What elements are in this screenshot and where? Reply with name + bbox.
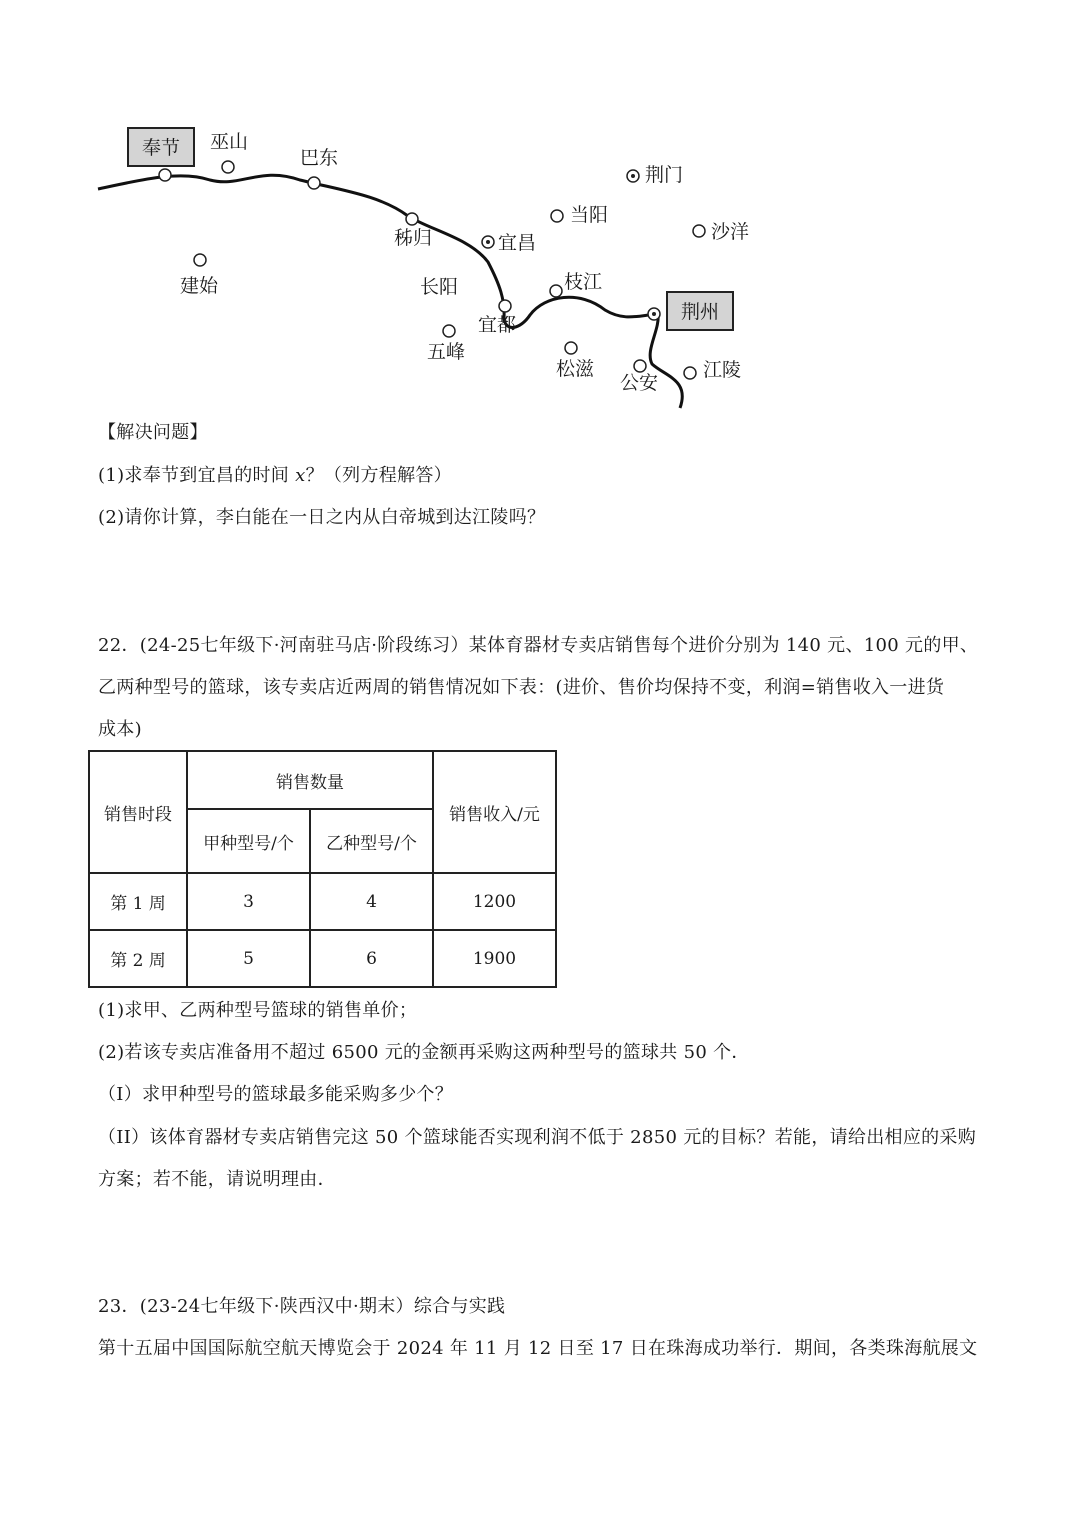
q22-stem-line3: 成本) (98, 719, 142, 740)
header-type-a: 甲种型号/个 (187, 809, 310, 873)
q23-text-line1: 第十五届中国国际航空航天博览会于 2024 年 11 月 12 日至 17 日在珠海成功举行．期间，各类珠海航展文 (98, 1338, 978, 1359)
q21-part1-text-a: (1)求奉节到宜昌的时间 (98, 465, 296, 486)
gongan-label: 公安 (620, 372, 659, 394)
jingmen-label: 荆门 (645, 164, 684, 186)
row2-revenue: 1900 (433, 930, 556, 987)
zhijiang-label: 枝江 (564, 271, 603, 293)
jiangling-marker (684, 367, 696, 379)
header-revenue: 销售收入/元 (433, 751, 556, 873)
q22-part2-ii-line1: （II）该体育器材专卖店销售完这 50 个篮球能否实现利润不低于 2850 元的目标？若能，请给出相应的采购 (98, 1127, 977, 1148)
q21-section-header: 【解决问题】 (98, 422, 208, 443)
gongan-marker (634, 360, 646, 372)
row2-type-a: 5 (187, 930, 310, 987)
q21-part2: (2)请你计算，李白能在一日之内从白帝城到达江陵吗？ (98, 507, 546, 528)
yichang-marker-dot (486, 240, 490, 244)
jingzhou-marker-dot (652, 312, 656, 316)
zhijiang-marker (550, 285, 562, 297)
wushan-marker (222, 161, 234, 173)
yidu-label: 宜都 (478, 314, 517, 336)
changyang-label: 长阳 (420, 276, 459, 298)
row1-period: 第 1 周 (89, 873, 187, 930)
zigui-label: 秭归 (394, 227, 433, 249)
yidu-marker (499, 300, 511, 312)
row2-period: 第 2 周 (89, 930, 187, 987)
songzi-label: 松滋 (556, 358, 595, 380)
row1-type-a: 3 (187, 873, 310, 930)
jianshi-label: 建始 (180, 275, 219, 297)
jianshi-marker (194, 254, 206, 266)
shayang-label: 沙洋 (711, 221, 750, 243)
wufeng-label: 五峰 (427, 341, 466, 363)
header-quantity: 销售数量 (187, 751, 433, 809)
zigui-marker (406, 213, 418, 225)
jiangling-label: 江陵 (703, 359, 742, 381)
table-row (89, 930, 556, 987)
sales-table (88, 750, 557, 988)
row2-type-b: 6 (310, 930, 433, 987)
q21-part1-variable: x (295, 465, 306, 486)
q22-part2: (2)若该专卖店准备用不超过 6500 元的金额再采购这两种型号的篮球共 50 个． (98, 1042, 750, 1063)
q22-part2-ii-line2: 方案；若不能，请说明理由． (98, 1169, 336, 1190)
q21-part1 (98, 464, 452, 488)
header-period: 销售时段 (89, 751, 187, 873)
yichang-label: 宜昌 (498, 232, 537, 254)
songzi-marker (565, 342, 577, 354)
jingmen-marker-dot (631, 174, 635, 178)
q22-part1: (1)求甲、乙两种型号篮球的销售单价； (98, 1000, 418, 1021)
header-type-b: 乙种型号/个 (310, 809, 433, 873)
row1-type-b: 4 (310, 873, 433, 930)
table-row (89, 873, 556, 930)
row1-revenue: 1200 (433, 873, 556, 930)
badong-label: 巴东 (300, 147, 339, 169)
fengjie-label: 奉节 (141, 137, 181, 159)
fengjie-marker (159, 169, 171, 181)
wushan-label: 巫山 (210, 131, 249, 153)
wufeng-marker (443, 325, 455, 337)
shayang-marker (693, 225, 705, 237)
q22-stem-line2: 乙两种型号的篮球，该专卖店近两周的销售情况如下表：(进价、售价均保持不变，利润=销售收入一进货 (98, 677, 945, 698)
dangyang-marker (551, 210, 563, 222)
yangtze-map (0, 0, 1080, 420)
jingzhou-label: 荆州 (680, 301, 720, 323)
q22-stem-line1: 22．(24-25七年级下·河南驻马店·阶段练习）某体育器材专卖店销售每个进价分别为 140 元、100 元的甲、 (98, 635, 979, 656)
dangyang-label: 当阳 (570, 204, 609, 226)
q23-title: 23．(23-24七年级下·陕西汉中·期末）综合与实践 (98, 1296, 506, 1317)
q21-part1-text-b: ？（列方程解答） (305, 465, 452, 486)
badong-marker (308, 177, 320, 189)
q22-part2-i: （I）求甲种型号的篮球最多能采购多少个？ (98, 1084, 454, 1105)
